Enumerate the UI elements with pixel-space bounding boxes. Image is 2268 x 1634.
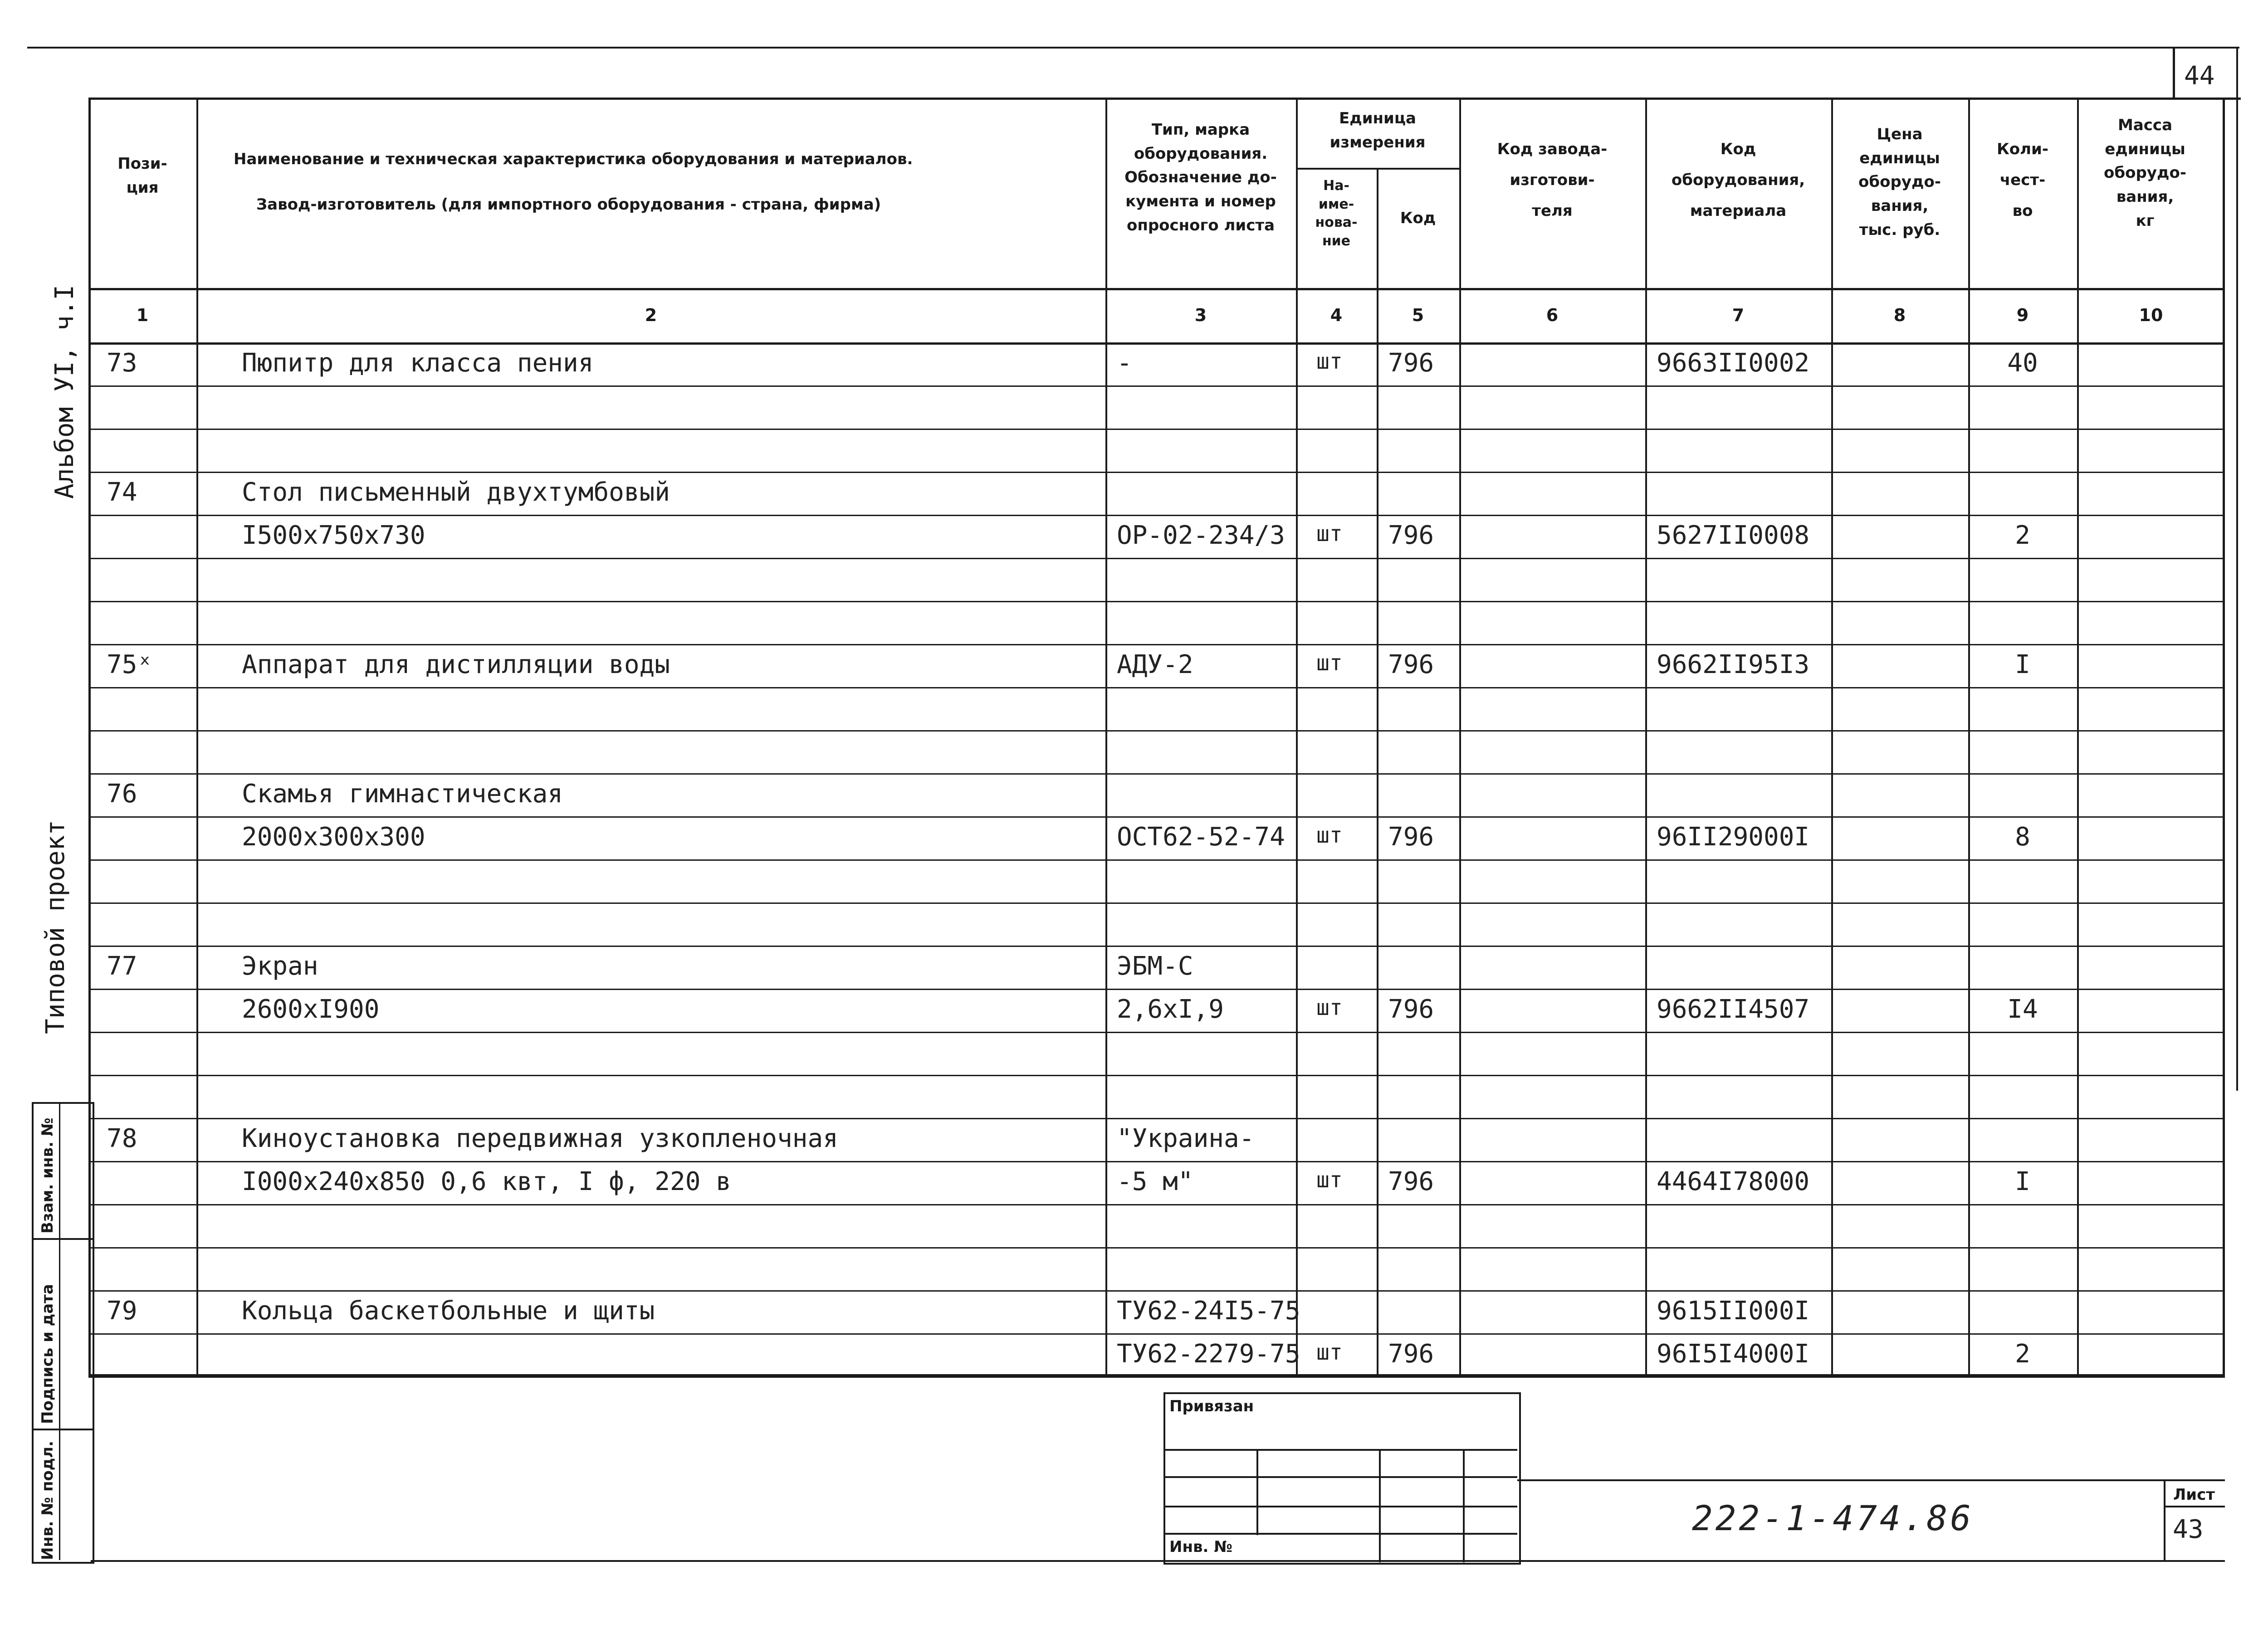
quantity-cell: 8	[2015, 822, 2030, 852]
unit-code-cell: 796	[1388, 521, 1434, 550]
column-line	[1377, 168, 1378, 1376]
binding-vline-2	[1379, 1449, 1381, 1562]
unit-code-cell: 796	[1388, 1339, 1434, 1369]
quantity-cell: I	[2015, 1167, 2030, 1196]
table-row-line	[88, 816, 2225, 818]
unit-name-cell: шт	[1316, 521, 1343, 546]
column-number: 8	[1893, 305, 1906, 325]
position-cell: 75ˣ	[107, 650, 153, 679]
unit-name-cell: шт	[1316, 1340, 1343, 1365]
column-number: 2	[645, 305, 657, 325]
table-row-line	[88, 730, 2225, 732]
quantity-cell: 40	[2007, 348, 2038, 378]
unit-name-cell: шт	[1316, 823, 1343, 848]
header-mass: Масса единицы оборудо- вания, кг	[2104, 116, 2186, 230]
header-type: Тип, марка оборудования. Обозначение до- кумента и номер опросного листа	[1124, 121, 1277, 234]
unit-name-cell: шт	[1316, 1167, 1343, 1193]
type-cell: ОР-02-234/3	[1117, 521, 1285, 550]
quantity-cell: I	[2015, 650, 2030, 679]
table-row-line	[88, 989, 2225, 990]
position-cell: 73	[107, 348, 137, 378]
unit-group-divider	[1296, 168, 1459, 170]
stamp-bottom-rule	[91, 1560, 2225, 1562]
type-cell: АДУ-2	[1117, 650, 1193, 679]
sheet-number: 43	[2173, 1515, 2204, 1544]
table-row-line	[88, 1247, 2225, 1249]
stamp-mid-rule	[1517, 1479, 2225, 1481]
table-row-line	[88, 1118, 2225, 1119]
unit-name-cell: шт	[1316, 650, 1343, 676]
binding-vline-1	[1256, 1449, 1258, 1535]
equipment-table	[88, 98, 2225, 1374]
column-number: 10	[2139, 305, 2163, 325]
type-cell: ТУ62-24I5-75	[1117, 1296, 1300, 1326]
equipment-code-cell: 9615II000I	[1657, 1296, 1810, 1326]
table-row-line	[88, 515, 2225, 516]
table-row-line	[88, 1204, 2225, 1205]
name-cell: I500x750x730	[242, 521, 425, 550]
side-label-swap-inv: Взам. инв. №	[39, 1117, 57, 1234]
top-rule	[27, 47, 2239, 49]
table-row-line	[88, 1376, 2225, 1378]
unit-code-cell: 796	[1388, 995, 1434, 1024]
equipment-code-cell: 5627II0008	[1657, 521, 1810, 550]
name-cell: 2000x300x300	[242, 822, 425, 852]
name-cell: Скамья гимнастическая	[242, 779, 563, 809]
quantity-cell: I4	[2007, 995, 2038, 1024]
side-label-sign-date: Подпись и дата	[39, 1284, 57, 1424]
name-cell: Киноустановка передвижная узкопленочная	[242, 1124, 838, 1153]
name-cell: Экран	[242, 951, 318, 981]
name-cell: 2600xI900	[242, 995, 380, 1024]
document-number: 222-1-474.86	[1692, 1498, 1974, 1538]
name-cell: I000x240x850 0,6 квт, I ф, 220 в	[242, 1167, 731, 1196]
header-unit-price: Цена единицы оборудо- вания, тыс. руб.	[1858, 125, 1941, 239]
name-cell: Пюпитр для класса пения	[242, 348, 594, 378]
unit-name-cell: шт	[1316, 349, 1343, 374]
side-stamp-inner	[59, 1102, 60, 1560]
column-number: 4	[1330, 305, 1343, 325]
header-name-line1: Наименование и техническая характеристика оборудования и материалов.	[234, 150, 913, 168]
type-cell: -	[1117, 348, 1132, 378]
binding-label: Привязан	[1169, 1397, 1254, 1415]
binding-vline-3	[1463, 1449, 1465, 1562]
equipment-code-cell: 9662II4507	[1657, 995, 1810, 1024]
unit-name-cell: шт	[1316, 995, 1343, 1020]
position-cell: 76	[107, 779, 137, 809]
equipment-code-cell: 9663II0002	[1657, 348, 1810, 378]
table-row-line	[88, 859, 2225, 861]
table-row-line	[88, 601, 2225, 602]
table-row-line	[88, 902, 2225, 904]
table-row-line	[88, 773, 2225, 775]
type-cell: "Украина-	[1117, 1124, 1255, 1153]
header-name-line2: Завод-изготовитель (для импортного оборудования - страна, фирма)	[256, 195, 881, 214]
quantity-cell: 2	[2015, 1339, 2030, 1369]
column-number: 9	[2016, 305, 2029, 325]
header-bottom-line	[88, 288, 2225, 290]
position-cell: 74	[107, 478, 137, 507]
table-row-line	[88, 429, 2225, 430]
unit-code-cell: 796	[1388, 1167, 1434, 1196]
table-row-line	[88, 1333, 2225, 1335]
right-frame	[2236, 48, 2238, 1091]
position-cell: 77	[107, 951, 137, 981]
table-row-line	[88, 472, 2225, 473]
equipment-code-cell: 96I5I4000I	[1657, 1339, 1810, 1369]
header-quantity: Коли- чест- во	[1997, 140, 2048, 220]
type-cell: ОСТ62-52-74	[1117, 822, 1285, 852]
table-row-line	[88, 946, 2225, 947]
header-position: Пози- ция	[117, 155, 167, 197]
table-row-line	[88, 1032, 2225, 1033]
side-stamp-divider-2	[32, 1429, 93, 1430]
header-equipment-code: Код оборудования, материала	[1671, 140, 1805, 220]
table-row-line	[88, 1290, 2225, 1292]
header-unit-name: На- име- нова- ние	[1315, 178, 1358, 249]
table-row-line	[88, 558, 2225, 559]
side-label-project: Типовой проект	[41, 819, 70, 1034]
name-cell: Стол письменный двухтумбовый	[242, 478, 670, 507]
unit-code-cell: 796	[1388, 650, 1434, 679]
side-stamp-box	[32, 1102, 94, 1564]
type-cell: ТУ62-2279-75	[1117, 1339, 1300, 1369]
type-cell: 2,6xI,9	[1117, 995, 1224, 1024]
header-unit-group: Единица измерения	[1330, 109, 1426, 151]
table-row-line	[88, 1161, 2225, 1162]
column-number: 6	[1546, 305, 1559, 325]
sheet-label: Лист	[2173, 1486, 2215, 1504]
unit-code-cell: 796	[1388, 822, 1434, 852]
type-cell: -5 м"	[1117, 1167, 1193, 1196]
type-cell: ЭБМ-С	[1117, 951, 1193, 981]
equipment-code-cell: 9662II95I3	[1657, 650, 1810, 679]
header-unit-code: Код	[1400, 209, 1436, 227]
column-number: 7	[1732, 305, 1745, 325]
equipment-code-cell: 96II29000I	[1657, 822, 1810, 852]
side-label-album: Альбом УI, ч.I	[50, 284, 79, 499]
unit-code-cell: 796	[1388, 348, 1434, 378]
inv-label: Инв. №	[1169, 1538, 1233, 1556]
table-row-line	[88, 385, 2225, 387]
column-number: 3	[1194, 305, 1207, 325]
column-number: 5	[1412, 305, 1424, 325]
name-cell: Кольца баскетбольные и щиты	[242, 1296, 655, 1326]
table-row-line	[88, 1075, 2225, 1076]
numbers-bottom-line	[88, 342, 2225, 345]
header-factory-code: Код завода- изготови- теля	[1497, 140, 1608, 220]
table-row-line	[88, 687, 2225, 688]
equipment-code-cell: 4464I78000	[1657, 1167, 1810, 1196]
position-cell: 78	[107, 1124, 137, 1153]
side-stamp-divider-1	[32, 1238, 93, 1240]
quantity-cell: 2	[2015, 521, 2030, 550]
name-cell: Аппарат для дистилляции воды	[242, 650, 670, 679]
column-number: 1	[136, 305, 149, 325]
table-row-line	[88, 644, 2225, 645]
side-label-inv-orig: Инв. № подл.	[39, 1440, 57, 1560]
position-cell: 79	[107, 1296, 137, 1326]
page-number: 44	[2184, 61, 2215, 91]
